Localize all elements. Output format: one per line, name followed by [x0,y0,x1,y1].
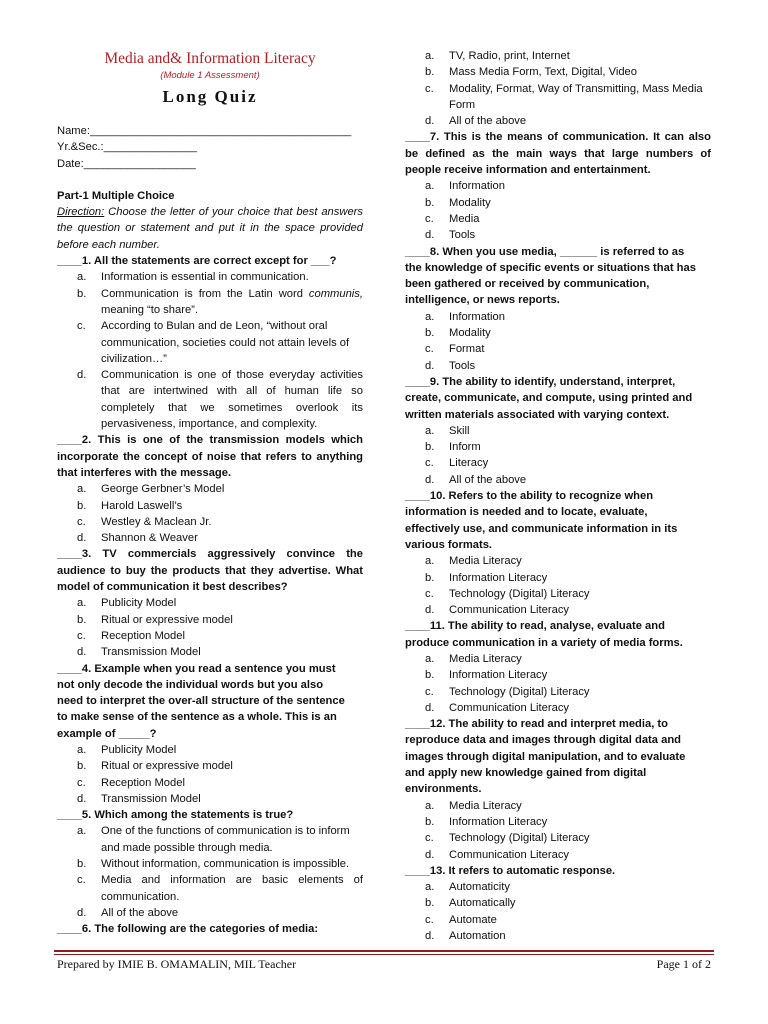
question-2-options [57,481,363,546]
option-c: c. Modality, Format, Way of Transmitting, Mass Media Form [425,82,703,111]
footer-divider [54,950,714,952]
option-b: b. Mass Media Form, Text, Digital, Video [425,66,637,79]
option-d: d. All of the above [77,906,179,919]
option-a: a. Information [425,310,505,323]
question-9: ____9. The ability to identify, understand, interpret, create, communicate, and compute, using printed and written materials associated with varying context. [405,375,693,421]
option-b: b. Ritual or expressive model [77,613,233,626]
option-c: c. Technology (Digital) Literacy [425,685,590,698]
option-d: d. Shannon & Weaver [77,532,198,545]
question-11: ____11. The ability to read, analyse, evaluate and produce communication in a variety of media forms. [405,620,683,649]
document-subtitle: (Module 1 Assessment) [160,70,260,81]
option-a: a. Publicity Model [77,743,177,756]
question-13: ____13. It refers to automatic response. [405,864,616,877]
document-title: Media and& Information Literacy [104,50,316,67]
option-d: d. Communication Literacy [425,848,570,861]
question-2: ____2. This is one of the transmission models which incorporate the concept of noise that refers to anything that interferes with the message. [57,434,363,479]
option-d: d. Communication Literacy [425,604,570,617]
right-column [405,0,711,944]
year-section-field: Yr.&Sec.:_______________ [57,141,197,154]
page-number: Page 1 of 2 [656,957,711,971]
option-c: c. Media and information are basic elements of communication. [77,874,363,903]
option-a: a. Media Literacy [425,799,522,812]
option-d: d. Tools [425,229,476,242]
question-10: ____10. Refers to the ability to recognize when information is needed and to locate, evaluate, effectively use, and communicate information in its various formats. [405,490,678,551]
question-4: ____4. Example when you read a sentence you must not only decode the individual words but you also need to interpret the over-all structure of the sentence to make sense of the sentence as a whole. This is an example of _____? [57,662,345,740]
quiz-title: Long Quiz [162,87,258,106]
question-5-options [57,823,363,921]
question-12: ____12. The ability to read and interpret media, to reproduce data and images through digital data and images through digital manipulation, and to evaluate and apply new knowledge gained from digital environments. [405,718,686,796]
option-c: c. Media [425,212,480,225]
question-10-options [405,553,711,618]
question-9-options [405,423,711,488]
option-a: a. Media Literacy [425,555,522,568]
option-b: b. Modality [425,327,491,340]
direction-body: Choose the letter of your choice that best answers the question or statement and put it in the space provided before each number. [57,206,363,251]
option-a: a. Information [425,180,505,193]
question-3: ____3. TV commercials aggressively convince the audience to buy the products that they advertise. What model of communication it best describes? [57,548,363,594]
option-b: b. Harold Laswell’s [77,499,183,512]
option-c: c. Automate [425,913,497,926]
option-b: b. Without information, communication is impossible. [77,858,350,871]
option-b: b. Inform [425,441,481,454]
option-c: c. Westley & Maclean Jr. [77,515,212,528]
option-d: d. Communication Literacy [425,701,570,714]
option-c: c. Reception Model [77,629,185,642]
option-b: b. Modality [425,196,491,209]
name-field: Name:__________________________________________ [57,125,352,137]
option-c: c. Literacy [425,457,489,470]
question-11-options [405,651,711,716]
student-fields [57,123,363,172]
question-7-options [405,178,711,243]
direction-text [57,204,363,253]
option-a: a. George Gerbner’s Model [77,483,225,496]
question-3-options [57,595,363,660]
question-13-options [405,879,711,944]
question-1: ____1. All the statements are correct except for ___? [57,255,337,268]
option-a: a. Skill [425,424,470,437]
option-d: d. Transmission Model [77,792,201,805]
option-d: d. All of the above [425,115,527,128]
option-b: b. Information Literacy [425,815,548,828]
option-c: c. According to Bulan and de Leon, “without oral communication, societies could not attain levels of civilization…” [77,320,350,365]
option-d: d. Transmission Model [77,646,201,659]
option-a: a. One of the functions of communication is to inform and made possible through media. [77,825,350,854]
option-b: b. Information Literacy [425,571,548,584]
option-a: a. Information is essential in communication. [77,271,309,284]
option-a: a. Automaticity [425,881,510,894]
option-a: a. Publicity Model [77,597,177,610]
footer-divider-thin [54,954,714,955]
option-b: b. Information Literacy [425,669,548,682]
question-6: ____6. The following are the categories of media: [57,923,319,936]
option-b: b. Ritual or expressive model [77,760,233,773]
date-field: Date:__________________ [57,157,196,170]
part-heading: Part-1 Multiple Choice [57,189,175,202]
page-footer [57,956,711,972]
option-a: a. Media Literacy [425,652,522,665]
option-b: b. Communication is from the Latin word communis, meaning “to share”. [77,287,363,316]
question-8-options [405,309,711,374]
direction-label: Direction: [57,206,105,219]
question-4-options [57,742,363,807]
option-b: b. Automatically [425,897,516,910]
question-6-options [405,48,711,129]
prepared-by: Prepared by IMIE B. OMAMALIN, MIL Teacher [57,957,297,971]
question-7: ____7. This is the means of communication. It can also be defined as the main ways that large numbers of people receive information and entertainment. [405,131,711,177]
option-d: d. Communication is one of those everyday activities that are intertwined with all of human life so completely that we sometimes overlook its pervasiveness, importance, and complexity. [77,369,363,431]
option-a: a. TV, Radio, print, Internet [425,50,570,62]
question-8: ____8. When you use media, ______ is referred to as the knowledge of specific events or situations that has been gathered or received by communication, intelligence, or news reports. [405,245,696,307]
question-12-options [405,798,711,863]
question-1-options [57,269,363,432]
left-column [57,0,363,938]
option-c: c. Technology (Digital) Literacy [425,587,590,600]
option-c: c. Technology (Digital) Literacy [425,832,590,845]
option-c: c. Reception Model [77,776,185,789]
option-d: d. Tools [425,359,476,372]
question-5: ____5. Which among the statements is true? [57,809,294,822]
option-d: d. Automation [425,930,506,943]
option-d: d. All of the above [425,473,527,486]
option-c: c. Format [425,343,485,356]
